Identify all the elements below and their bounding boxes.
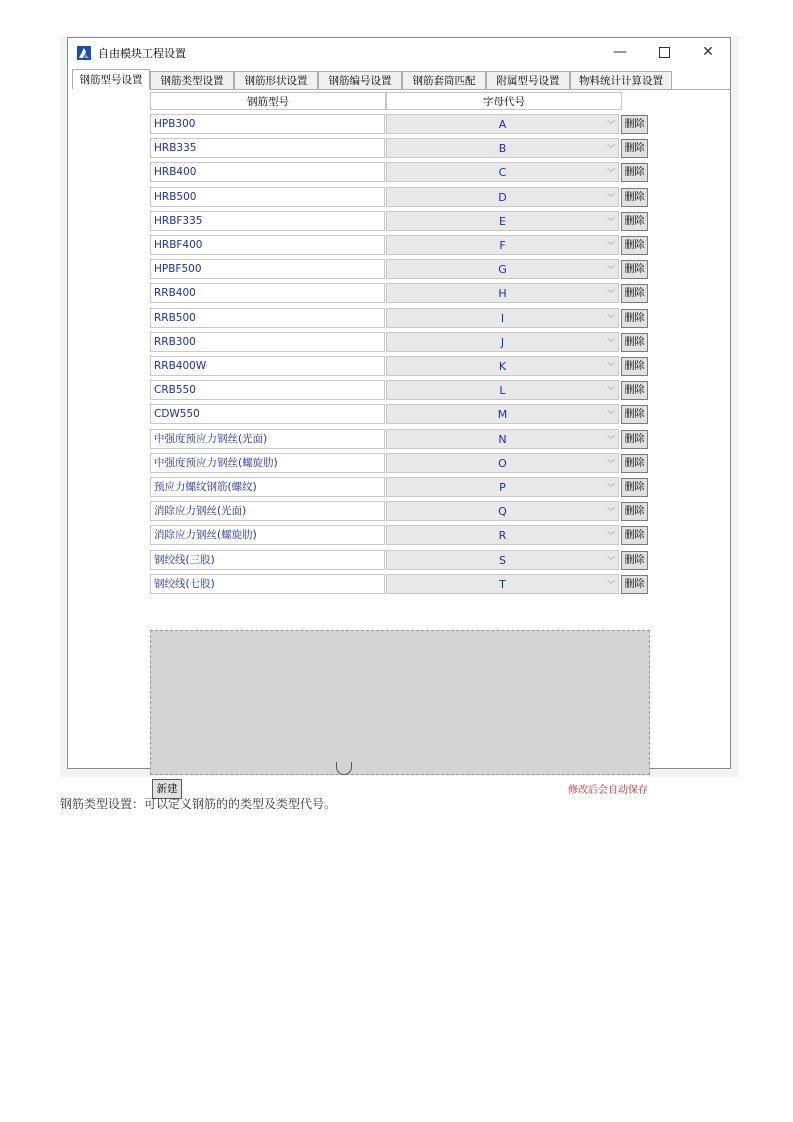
grade-name-field[interactable]: HRB400 — [150, 162, 385, 182]
grade-name-field[interactable]: HPB300 — [150, 114, 385, 134]
table-row — [150, 550, 650, 572]
chevron-down-icon[interactable]: ﹀ — [607, 313, 615, 323]
delete-button[interactable]: 删除 — [621, 333, 648, 352]
grade-name-field[interactable]: CRB550 — [150, 380, 385, 400]
maximize-icon — [659, 47, 670, 58]
delete-button[interactable]: 删除 — [621, 551, 648, 570]
chevron-down-icon[interactable]: ﹀ — [607, 483, 615, 492]
grade-name-field[interactable]: 钢绞线(七股) — [150, 574, 385, 594]
delete-button[interactable]: 删除 — [621, 260, 648, 279]
tab-3[interactable]: 钢筋形状设置 — [234, 71, 318, 89]
letter-code-value: B — [498, 142, 507, 156]
column-header-code: 字母代号 — [386, 92, 622, 110]
chevron-down-icon[interactable]: ﹀ — [607, 192, 615, 202]
letter-code-select[interactable] — [386, 187, 619, 207]
grade-name-field[interactable]: 钢绞线(三股) — [150, 550, 385, 570]
delete-button[interactable]: 删除 — [621, 454, 648, 473]
grade-name-field[interactable]: 消除应力钢丝(螺旋肋) — [150, 525, 385, 545]
letter-code-value: L — [499, 384, 506, 398]
letter-code-select[interactable] — [386, 453, 619, 473]
letter-code-value: A — [498, 118, 507, 131]
letter-code-select[interactable] — [386, 404, 619, 424]
tab-2[interactable]: 钢筋类型设置 — [150, 71, 234, 89]
letter-code-select[interactable] — [386, 501, 619, 521]
grade-name-field[interactable]: HPBF500 — [150, 259, 385, 279]
chevron-down-icon[interactable]: ﹀ — [607, 337, 615, 347]
grade-name-field[interactable]: 中强度预应力钢丝(螺旋肋) — [150, 453, 385, 473]
table-row — [150, 380, 650, 402]
table-row — [150, 332, 650, 354]
grade-name-field[interactable]: RRB300 — [150, 332, 385, 352]
table-row — [150, 138, 650, 160]
tab-strip — [72, 71, 722, 89]
grade-name-field[interactable]: 预应力螺纹钢筋(螺纹) — [150, 477, 385, 497]
chevron-down-icon[interactable]: ﹀ — [607, 216, 615, 226]
letter-code-value: D — [498, 190, 507, 204]
app-logo-icon — [77, 46, 91, 60]
autosave-note: 修改后会自动保存 — [568, 785, 648, 796]
grade-name-field[interactable]: HRB335 — [150, 138, 385, 158]
delete-button[interactable]: 删除 — [621, 236, 648, 255]
letter-code-select[interactable] — [386, 259, 619, 279]
letter-code-select[interactable] — [386, 574, 619, 594]
chevron-down-icon[interactable]: ﹀ — [607, 120, 615, 129]
chevron-down-icon[interactable]: ﹀ — [607, 458, 615, 468]
letter-code-value: Q — [498, 505, 507, 519]
tab-7[interactable]: 物料统计计算设置 — [570, 71, 672, 89]
rebar-grade-table — [150, 92, 650, 796]
table-row — [150, 404, 650, 426]
chevron-down-icon[interactable]: ﹀ — [607, 410, 615, 420]
grade-name-field[interactable]: CDW550 — [150, 404, 385, 424]
letter-code-select[interactable] — [386, 211, 619, 231]
chevron-down-icon[interactable]: ﹀ — [607, 579, 615, 589]
grade-name-field[interactable]: RRB400W — [150, 356, 385, 376]
tab-4[interactable]: 钢筋编号设置 — [318, 71, 402, 89]
table-row — [150, 114, 650, 136]
column-header-grade: 钢筋型号 — [150, 92, 386, 110]
minimize-button[interactable]: — — [613, 44, 627, 60]
maximize-button[interactable] — [644, 40, 684, 64]
delete-button[interactable]: 删除 — [621, 115, 648, 134]
table-row — [150, 283, 650, 305]
letter-code-select[interactable] — [386, 356, 619, 376]
grade-name-field[interactable]: HRBF400 — [150, 235, 385, 255]
delete-button[interactable]: 删除 — [621, 502, 648, 521]
table-row — [150, 429, 650, 451]
letter-code-value: F — [499, 239, 506, 252]
close-button[interactable]: ✕ — [702, 44, 714, 60]
delete-button[interactable]: 删除 — [621, 526, 648, 545]
table-row — [150, 187, 650, 209]
delete-button[interactable]: 删除 — [621, 139, 648, 158]
table-row — [150, 162, 650, 184]
letter-code-value: M — [497, 408, 508, 422]
letter-code-value: I — [500, 311, 505, 325]
letter-code-value: H — [498, 287, 507, 301]
delete-button[interactable]: 删除 — [621, 430, 648, 449]
tab-6[interactable]: 附属型号设置 — [486, 71, 570, 89]
delete-button[interactable]: 删除 — [621, 212, 648, 231]
letter-code-select[interactable] — [386, 525, 619, 545]
delete-button[interactable]: 删除 — [621, 188, 648, 207]
settings-window — [67, 37, 731, 796]
grade-name-field[interactable]: HRB500 — [150, 187, 385, 207]
chevron-down-icon[interactable]: ﹀ — [607, 531, 615, 541]
delete-button[interactable]: 删除 — [621, 163, 648, 182]
tab-1[interactable]: 钢筋型号设置 — [72, 69, 150, 89]
letter-code-select[interactable] — [386, 332, 619, 352]
new-button[interactable]: 新建 — [152, 779, 182, 799]
table-row — [150, 308, 650, 330]
tab-5[interactable]: 钢筋套筒匹配 — [402, 71, 486, 89]
delete-button[interactable]: 删除 — [621, 357, 648, 376]
table-row — [150, 501, 650, 523]
chevron-down-icon[interactable]: ﹀ — [607, 241, 615, 250]
letter-code-value: K — [498, 360, 507, 373]
table-row — [150, 356, 650, 378]
empty-grid-area — [150, 630, 650, 775]
letter-code-value: O — [498, 456, 507, 470]
grade-name-field[interactable]: RRB400 — [150, 283, 385, 303]
chevron-down-icon[interactable]: ﹀ — [607, 168, 615, 178]
letter-code-value: J — [500, 335, 505, 349]
chevron-down-icon[interactable]: ﹀ — [607, 555, 615, 565]
letter-code-select[interactable] — [386, 162, 619, 182]
table-row — [150, 453, 650, 475]
grade-name-field[interactable]: 中强度预应力钢丝(光面) — [150, 429, 385, 449]
grade-name-field[interactable]: HRBF335 — [150, 211, 385, 231]
chevron-down-icon[interactable]: ﹀ — [607, 289, 615, 299]
delete-button[interactable]: 删除 — [621, 284, 648, 303]
table-row — [150, 525, 650, 547]
delete-button[interactable]: 删除 — [621, 575, 648, 594]
letter-code-select[interactable] — [386, 477, 619, 497]
letter-code-select[interactable] — [386, 308, 619, 328]
letter-code-value: G — [498, 263, 507, 277]
caption-text: 钢筋类型设置：可以定义钢筋的的类型及类型代号。 — [60, 797, 337, 811]
chevron-down-icon[interactable]: ﹀ — [607, 362, 615, 371]
letter-code-value: S — [499, 553, 506, 567]
table-row — [150, 235, 650, 257]
chevron-down-icon[interactable]: ﹀ — [607, 434, 615, 444]
delete-button[interactable]: 删除 — [621, 309, 648, 328]
letter-code-select[interactable] — [386, 380, 619, 400]
letter-code-select[interactable] — [386, 283, 619, 303]
window-title: 自由模块工程设置 — [98, 47, 186, 60]
grade-name-field[interactable]: 消除应力钢丝(光面) — [150, 501, 385, 521]
table-row — [150, 477, 650, 499]
letter-code-select[interactable] — [386, 114, 619, 134]
table-row — [150, 574, 650, 596]
chevron-down-icon[interactable]: ﹀ — [607, 144, 615, 154]
letter-code-value: C — [498, 166, 507, 180]
letter-code-select[interactable] — [386, 235, 619, 255]
letter-code-value: P — [499, 481, 506, 494]
chevron-down-icon[interactable]: ﹀ — [607, 386, 615, 396]
tab-divider — [150, 89, 730, 90]
table-row — [150, 211, 650, 233]
letter-code-select[interactable] — [386, 138, 619, 158]
letter-code-value: R — [498, 529, 507, 543]
chevron-down-icon[interactable]: ﹀ — [607, 507, 615, 517]
delete-button[interactable]: 删除 — [621, 478, 648, 497]
chevron-down-icon[interactable]: ﹀ — [607, 265, 615, 275]
delete-button[interactable]: 删除 — [621, 381, 648, 400]
letter-code-select[interactable] — [386, 429, 619, 449]
letter-code-value: T — [499, 577, 506, 591]
delete-button[interactable]: 删除 — [621, 405, 648, 424]
table-row — [150, 259, 650, 281]
grade-name-field[interactable]: RRB500 — [150, 308, 385, 328]
letter-code-value: E — [499, 214, 506, 228]
title-bar — [68, 38, 730, 66]
letter-code-select[interactable] — [386, 550, 619, 570]
letter-code-value: N — [498, 432, 507, 446]
